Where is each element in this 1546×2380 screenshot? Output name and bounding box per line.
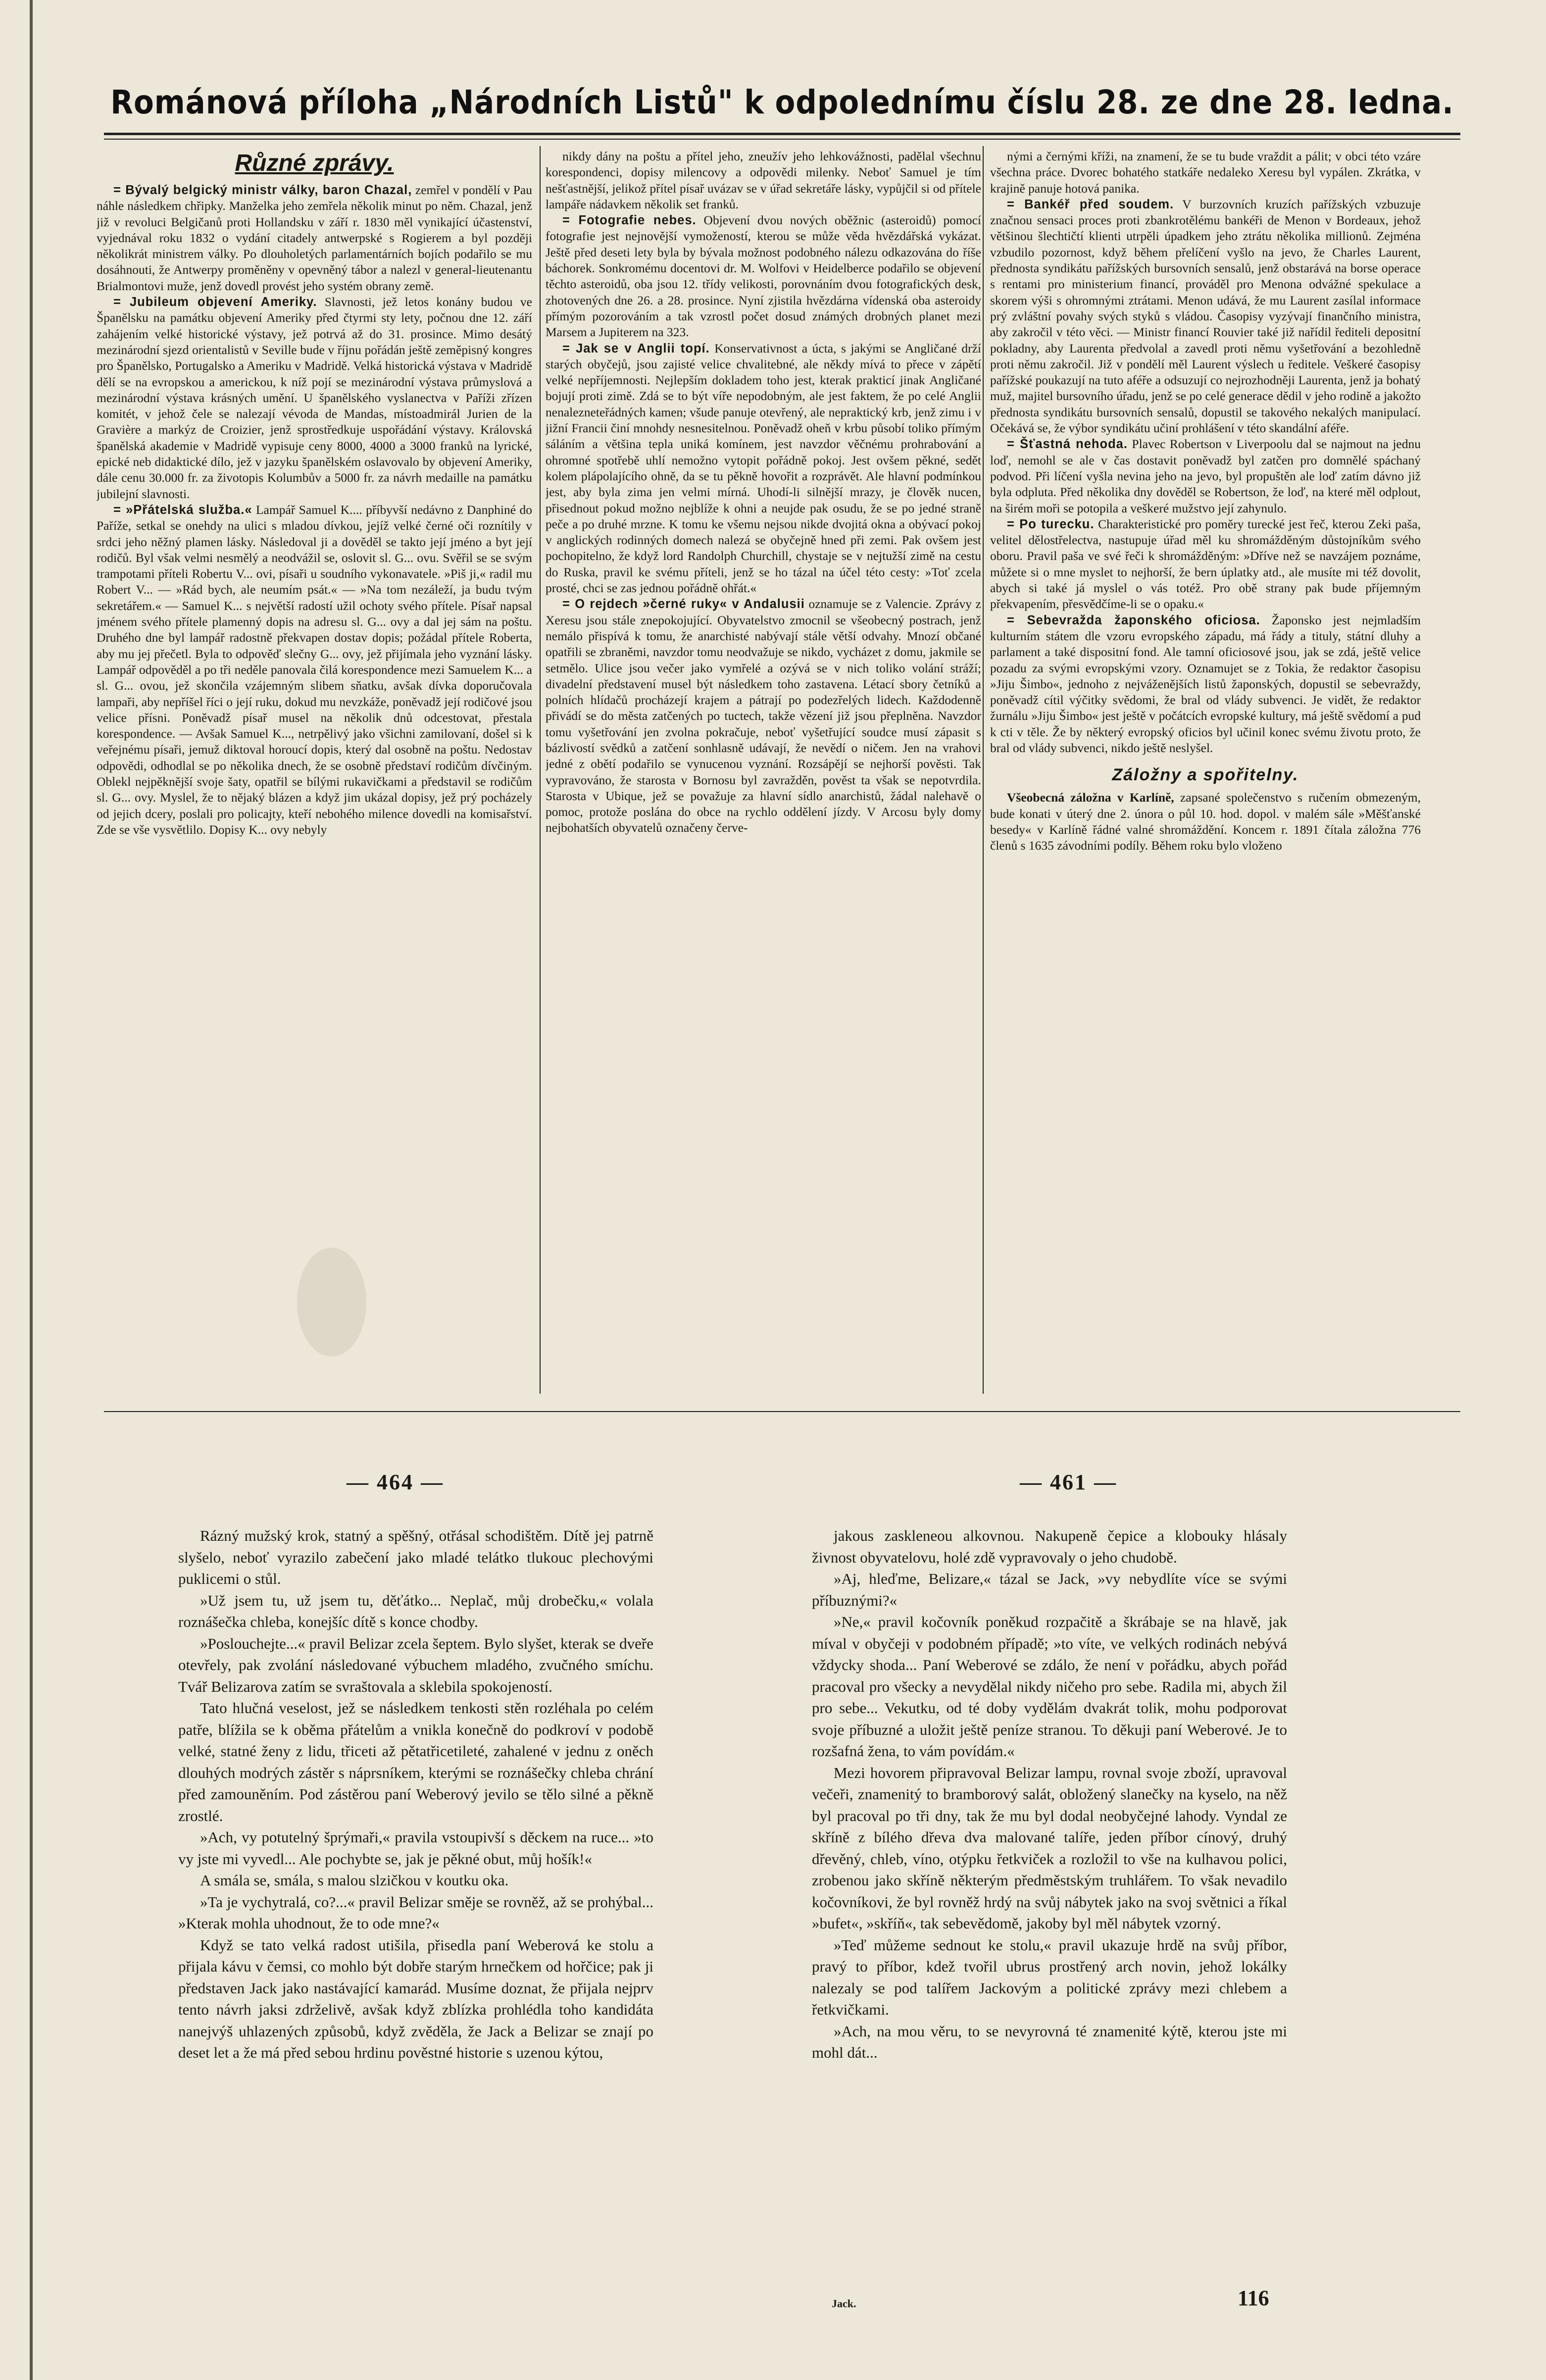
article-text: Objevení dvou nových oběžnic (asteroidů) pomocí fotografie jest nejnovější vymožeností, kterou se může věda hvězdářská vykázat. Ještě před deseti lety byla by bývala možnost podobného nálezu odkazována do říše báchorek. Sonkromému docentovi dr. M. Wolfovi v Heidelberce podařilo se objevení těchto asteroidů, oba jsou 12. třídy velikosti, porovnáním dvou fotografických desk, zhotovených dne 26. a 28. prosince. Nyní zjistila hvězdárna vídenská oba asteroidy přímým pozorováním a tak vzrostl počet dosud známých drobných planet mezi Marsem a Jupiterem na 323. bbox=[546, 213, 981, 340]
novel-paragraph: Když se tato velká radost utišila, přisedla paní Weberová ke stolu a přijala kávu v čemsi, co mohlo být dobře starým hrnečkem od hořčice; pak ji představen Jack jako nastávající kamarád. Musíme doznat, že přijala nejprv tento návrh jaksi zdrželivě, avšak když zblízka prohlédla toho kandidáta nanejvýš uhlazených způsobů, když zvěděla, že Jack a Belizar se znají po deset let a že má před sebou hrdinu pověstné historie s uzenou kýtou, bbox=[178, 1936, 653, 2061]
article-paragraph bbox=[990, 436, 1421, 516]
article-text: nými a černými kříži, na znamení, že se tu bude vraždit a pálit; v obci této vzáre všechna práce. Dvorec bohatého statkáře nedaleko Xeresu byl vypálen. Zkrátka, v krajině panuje hotová panika. bbox=[990, 149, 1421, 196]
article-text: Žaponsko jest nejmladším kulturním státem dle vzoru evropského západu, má řády a tituly, státní dluhy a parlament a také dispositní fond. Ale tamní oficiosové jsou, jak se zdá, ještě velice pozadu za svými evropskými vzory. Oznamujet se z Tokia, že redaktor časopisu »Jiju Šimbo«, jednoho z nejváženějších listů žaponských, dopustil se sebevraždy, poněvadž cítil výčitky svědomi, že bral od vlády subvenci. Je vidět, že redaktor žurnálu »Jiju Šimbo« jest ještě v počátcích evropské kultury, má ještě svědomí a pud k cti v těle. Že by některý evropský oficios byl učinil konec svému životu proto, že bral od vlády subvenci, nikdo ještě neslyšel. bbox=[990, 612, 1421, 755]
sub-article bbox=[990, 790, 1421, 854]
article-text: zemřel v pondělí v Pau náhle následkem chřipky. Manželka jeho zemřela několik minut po něm. Chazal, jenž již v revoluci Belgičanů proti Hollandsku v září r. 1830 měl vynikající účastenství, vyjednával roku 1832 o vydání citadely antwerpské s Rogierem a byl později několikrát ministrem války. Po dlouholetých parlamentárních bojích podařilo se mu dosáhnouti, že Antwerpy proměněny v opevněný tábor a nalezl v general-lieutenantu Brialmontovi muže, jenž dovedl provést jeho systém obrany země. bbox=[97, 183, 532, 293]
novel-paragraph: »Teď můžeme sednout ke stolu,« pravil ukazuje hrdě na svůj příbor, pravý to příbor, kdež tvořil ubrus prostřený arch novin, jehož lokálky nalezaly se pod talířem Jackovým a politické zprávy mezi chlebem a řetkvičkami. bbox=[812, 1936, 1287, 2018]
novel-paragraph: »Ta je vychytralá, co?...« pravil Belizar směje se rovněž, až se prohýbal... »Kterak mohla uhodnout, že to ode mne?« bbox=[178, 1893, 653, 1932]
article-paragraph bbox=[990, 612, 1421, 757]
novel-paragraph: »Ach, vy potutelný šprýmaři,« pravila vstoupivší s děckem na ruce... »to vy jste mi vyvedl... Ale pochybte se, jak je pěkné obut, můj hošík!« bbox=[178, 1828, 653, 1868]
article-text: Charakteristické pro poměry turecké jest řeč, kterou Zeki paša, velitel dělostřelectva, nastupuje úřad měl ku shromážděným důstojníkům svého oboru. Pravil paša ve své řeči k shromážděným: »Dříve než se navzájem poznáme, můžete si o mne myslet to nejhorší, že bern úplatky atd., ale musíte mi též dovolit, abych si také já myslel o vás totéž. Pro obě strany pak bude příjemným překvapením, přesvědčíme-li se o opaku.« bbox=[990, 516, 1421, 611]
column-divider bbox=[540, 146, 541, 1394]
novel-column-right bbox=[812, 1525, 1287, 2287]
article-lead: = »Přátelská služba.« bbox=[113, 503, 252, 517]
middle-column-body bbox=[546, 149, 981, 836]
article-lead: = O rejdech »černé ruky« v Andalusii bbox=[562, 597, 805, 611]
article-paragraph bbox=[990, 149, 1421, 197]
sub-article-text: zapsané společenstvo s ručením obmezeným, bude konati v úterý dne 2. února o půl 10. hod. dopol. v malém sále »Měšťanské besedy« v Karlíně řádné valné shromáždění. Koncem r. 1891 čítala záložna 776 členů s 1635 závodními podíly. Během roku bylo vloženo bbox=[990, 790, 1421, 853]
header-rule bbox=[104, 133, 1460, 135]
article-paragraph bbox=[546, 596, 981, 836]
column-left bbox=[97, 149, 532, 1396]
novel-left-body bbox=[178, 1525, 653, 2064]
article-text: V burzovních kruzích pařížských vzbuzuje značnou sensaci proces proti zbankrotělému bankéři de Menon v Bordeaux, jehož většinou šlechtičtí klienti utrpěli úpadkem jeho ztrátu několika millionů. Zejména vzbudilo pozornost, když během přelíčení vyšlo na jevo, že Charles Laurent, přednosta syndikátu pařížských bursovních sensalů, jenž obstarává na borse operace s rentami pro ministerium financí, prováděl pro Menona odvážné spekulace a skorem výši s ohromnými ztrátami. Menon udává, že mu Laurent zasílal informace prý zvláštní povahy svých styků s vládou. Časopisy vyzývají finančního ministra, aby zakročil v této věci. — Ministr financí Rouvier také již nařídil řediteli depositní pokladny, aby Laurenta předvolal a zavedl proti němu vyšetřování a bezohledně proti němu zakročil. Již v pondělí měl Laurent výslech u ředitele. Veškeré časopisy pařížské poukazují na tuto aféře a odsuzují co nejrozhodněji Laurenta, jenž ja bohatý muž, majitel bursovního úřadu, jenž se po celé generace dědil v jeho rodině a jakožto přednosta syndikátu bursovních sensalů, dopustil se takového nekalých manipulací. Očekává se, že výbor syndikátu učiní prohlášení v této skandální aféře. bbox=[990, 197, 1421, 436]
article-lead: = Jak se v Anglii topí. bbox=[562, 341, 710, 355]
novel-paragraph: »Už jsem tu, už jsem tu, děťátko... Neplač, můj drobečku,« volala roznášečka chleba, konejšíc dítě s konce chodby. bbox=[178, 1591, 653, 1630]
novel-paragraph: jakous zaskleneou alkovnou. Nakupeně čepice a klobouky hlásaly živnost obyvatelovu, holé zdě vypravovaly o jeho chudobě. bbox=[812, 1527, 1287, 1566]
page-header: Románová příloha „Národních Listů" k odpolednímu číslu 28. ze dne 28. ledna. bbox=[110, 83, 1454, 121]
novel-paragraph: A smála se, smála, s malou slzičkou v koutku oka. bbox=[200, 1872, 509, 1889]
article-paragraph bbox=[546, 212, 981, 340]
novel-right-body bbox=[812, 1525, 1287, 2064]
novel-paragraph: »Ne,« pravil kočovník poněkud rozpačitě a škrábaje se na hlavě, jak míval v obyčeji v podobném případě; »to víte, ve velkých rodinách nebývá vždycky shoda... Paní Weberové se zdálo, že není v pořádku, abych pořád pracoval pro všecky a nevydělal nikdy ničeho pro sebe. Radila mi, abych žil pro sebe... Vekutku, od té doby vydělám dvakrát tolik, mohu podporovat svoje příbuzné a uložit ještě peníze stranou. To děkuji paní Weberové. Je to rozšafná žena, to vám povídám.« bbox=[812, 1613, 1287, 1760]
article-lead: = Fotografie nebes. bbox=[562, 213, 697, 228]
column-middle bbox=[546, 149, 981, 1396]
article-lead: = Po turecku. bbox=[1007, 517, 1095, 531]
article-text: oznamuje se z Valencie. Zprávy z Xeresu jsou stále znepokojující. Obyvatelstvo zmocnil se všeobecný postrach, jenž nemálo přispívá k tomu, že anarchisté nabývají stále větší odvahy. Mnozí občané opatřili se zbraněmi, navzdor tomu neodvažuje se nikdo, vycházet z domu, jakmile se setmělo. Ulice jsou večer jako vymřelé a ozývá se v nich toliko volání stráží; divadelní představení musel být následkem toho zastavena. Létací sbory četníků a polních hlídačů procházejí krajem a pátrají po podezřelých lidech. Každodenně přivádí se do města zatčených po tuctech, takže vězení již jsou přeplněna. Navzdor tomu vyšetřování jen zvolna pokračuje, neboť vyšetřující soudce musí zápasit s bázlivostí svědků a zatčení sonhlasně udávají, že nevědí o ničem. Jen na vrahovi jedné z obětí podařilo se vynucenou vyznání. Rozsápějí se nejhorší pověsti. Tak vypravováno, že starosta v Bornosu byl zavražděn, pověst ta však se nepotvrdila. Starosta v Ubique, jež se považuje za hlavní sídlo anarchistů, žádal nalehavě o pomoc, protože poslána do obce na rychlo oddělení jízdy. V Arcosu byly domy nejbohatších obyvatelů označeny červe- bbox=[546, 597, 981, 835]
column-divider bbox=[983, 146, 984, 1394]
article-text: Lampář Samuel K.... příbyvší nedávno z Danphiné do Paříže, setkal se onehdy na ulici s mladou dívkou, jejíž velké černé oči roznítily v srdci jeho něžný plamen lásky. Následoval ji a dověděl se takto její jméno a byt její rodičů. Byl však velmi nesmělý a neodvážil se, oslovit sl. G... ovu. Svěřil se se svým trampotami příteli Robertu V... ovi, písaři u soudního vykonavatele. »Piš ji,« radil mu Robert V... — »Rád bych, ale neumím psát.« — »Na tom nezáleží, ja budu tvým sekretářem.« — Samuel K... s největší radostí užil ochoty svého přítele. Písař napsal jménem svého přítele plamenný dopis na adresu sl. G... ovy a dal jej sám na poštu. Druhého dne byl lampář radostně překvapen dostav dopis; požádal přítele Roberta, aby mu jej přečetl. Byla to odpověď slečny G... ovy, jež přijímala jeho vyznání lásky. Lampář odpověděl a po tři neděle panovala čilá korespondence mezi Samuelem K... a sl. G... ovou, jež skončila vzájemným slibem sňatku, avšak dívka doporučovala lampaři, aby nepříšel říci o její ruku, dokud mu nevzkáže, poněvadž její rodičové jsou velice přísni. Poněvadž písař musel na několik dnů odcestovat, přestala korespondence. — Avšak Samuel K..., netrpělivý jako všichni zamilovaní, došel si k veřejnému písaři, jemuž diktoval horoucí dopis, který dal osobně na poštu. Nedostav odpovědi, odhodlal se po několika dnech, že se osobně představí rodičům dívčiným. Oblekl nejpěknější svoje šaty, opatřil se bílými rukavičkami a představil se rodičům sl. G... ovy. Myslel, že to nějaký blázen a když jim ukázal dopisy, jež prý pocházely od jejich dcery, poslali pro policajty, kteří nebohého milence dovedli na komisařství. Zde se vše vysvětlilo. Dopisy K... ovy nebyly bbox=[97, 502, 532, 837]
article-paragraph bbox=[97, 294, 532, 502]
article-text: Plavec Robertson v Liverpoolu dal se najmout na jednu loď, nemohl se ale v čas dostavit poněvadž byl zatčen pro domnělé spáchaný podvod. Při líčení vyšla nevina jeho na jevo, byl propuštěn ale loď zatím dávno již byla odpluta. Před několika dny dověděl se Robertson, že loď, na které měl odplout, na širém moři se potopila a veškeré mužstvo její zahynulo. bbox=[990, 437, 1421, 515]
header-rule-thin bbox=[104, 139, 1460, 140]
article-paragraph bbox=[990, 516, 1421, 612]
article-lead: = Jubileum objevení Ameriky. bbox=[113, 295, 317, 309]
article-paragraph bbox=[990, 197, 1421, 436]
article-paragraph bbox=[97, 502, 532, 838]
novel-paragraph: »Ach, na mou věru, to se nevyrovná té znamenité kýtě, kterou jste mi mohl dát... bbox=[812, 2022, 1287, 2061]
article-paragraph bbox=[546, 341, 981, 597]
novel-paragraph: »Poslouchejte...« pravil Belizar zcela šeptem. Bylo slyšet, kterak se dveře otevřely, pak zvolání následované výbuchem mladého, zvučného smíchu. Tvář Belizarova zatím se svraštovala a sklebila spokojeností. bbox=[178, 1634, 653, 1695]
section-heading: Různé zprávy. bbox=[235, 150, 394, 176]
page-edge bbox=[30, 0, 33, 2380]
left-column-body bbox=[97, 182, 532, 838]
section-separator bbox=[104, 1411, 1460, 1412]
novel-paragraph: »Aj, hleďme, Belizare,« tázal se Jack, »vy nebydlíte více se svými příbuznými?« bbox=[812, 1570, 1287, 1609]
article-paragraph bbox=[546, 149, 981, 212]
article-lead: = Šťastná nehoda. bbox=[1007, 437, 1128, 452]
novel-paragraph: Rázný mužský krok, statný a spěšný, otřásal schodištěm. Dítě jej patrně slyšelo, neboť vyrazilo zabečení jako mladé telátko tlukouc plechovými puklicemi o stůl. bbox=[178, 1527, 653, 1587]
page-number-left: — 464 — bbox=[347, 1470, 444, 1494]
page-number-right: — 461 — bbox=[1020, 1470, 1117, 1494]
signature-mark: Jack. bbox=[832, 2297, 856, 2310]
paper-stain bbox=[297, 1248, 366, 1357]
novel-paragraph: Mezi hovorem připravoval Belizar lampu, rovnal svoje zboží, upravoval večeři, znamenitý to bramborový salát, obložený slanečky na kyselo, na něž byl pracoval po tři dny, tak že mu byl dodal neobyčejné lahody. Vyndal ze skříně z bílého dřeva dva malované talíře, jeden příbor cínový, druhý dřevěný, chleb, víno, otýpku řetkviček a rozložil to vše na kulhavou polici, zrobenou jako skříně některým předměstským truhlářem. To však nevadilo kočovníkovi, že byl rovněž hrdý na svůj nábytek jako na svoj světnici a říkal »bufet«, »skříň«, tak sebevědomě, jakoby byl měl nábytek vzorný. bbox=[812, 1764, 1287, 1932]
sub-article-lead: Všeobecná záložna v Karlíně, bbox=[1007, 790, 1174, 805]
article-lead: = Bankéř před soudem. bbox=[1007, 197, 1174, 211]
article-lead: = Sebevražda žaponského oficiosa. bbox=[1007, 613, 1260, 627]
article-text: Konservativnost a úcta, s jakými se Angličané drží starých obyčejů, jsou zajisté velice chvalitebné, ale někdy mívá to přece v zápětí velké nepříjemnosti. Nejlepším dokladem toho jest, kterak prakticí jinak Angličané bojují proti zimě. Zdá se to být víře nepodobným, ale jest faktem, že po celé Anglii nenalezneteřádných kamen; všude panuje otevřený, ale nepraktický krb, jenž zimu i v jižní Francii činí mnohdy nesnesitelnou. Poněvadž oheň v krbu působí toliko přímým sáláním a většina tepla uniká komínem, jest navzdor věčnému prohrabování a ohromné spotřebě uhlí nemožno vytopit pořádně pokoj. Jest ovšem pěkné, sedět kolem plápolajícího ohně, da se tu pěkně hovořit a rozprávět. Ale hlavní podmínkou jest, aby byla zima jen velmi mírná. Uhodí-li silnější mrazy, je člověk nucen, přisednout pokud možno nejblíže k ohni a neujde pak osudu, že se po jedné straně peče a po druhé mrzne. K tomu ke všemu nejsou nikde dvojitá okna a obývací pokoj v anglických rodinných domech nalezá se obyčejně hned při zemi. Pak ovšem jest pochopitelno, že když lord Randolph Churchill, chystaje se v nejtužší zimě na cestu do Ruska, pravil ke svému příteli, jenž se ho tázal na účel této cesty: »Toť zcela prosté, chci se zas jednou pořádně ohřát.« bbox=[546, 341, 981, 596]
article-lead: = Bývalý belgický ministr války, baron Chazal, bbox=[113, 183, 412, 197]
sub-heading: Záložny a spořitelny. bbox=[1112, 765, 1299, 785]
novel-column-left bbox=[178, 1525, 653, 2287]
article-text: nikdy dány na poštu a přítel jeho, zneužív jeho lehkovážnosti, padělal všechnu korespondenci, dopisy milencovy a odpovědi milenky. Neboť Samuel je tím nešťastnější, jelikož přítel písař uvázav se v úřad sekretáře lásky, vypůjčil si od přítele lampáře nádavkem několik set franků. bbox=[546, 149, 981, 211]
right-column-body bbox=[990, 149, 1421, 756]
novel-paragraph: Tato hlučná veselost, jež se následkem tenkosti stěn rozléhala po celém patře, blížila se k oběma přátelům a vnikla konečně do podkroví v podobě velké, statné ženy z lidu, třiceti až pětatřicetileté, zahalené v jednu z oněch dlouhých modrých zástěr s náprsníkem, kterými se roznášečky chleba chrání před zamouněním. Pod zástěrou paní Weberový jevilo se tělo silné a pěkně zrostlé. bbox=[178, 1699, 653, 1824]
article-text: Slavnosti, jež letos konány budou ve Španělsku na památku objevení Ameriky před čtyrmi sty lety, počnou dne 12. září zahájením velké historické výstavy, jež potrvá až do 31. prosince. Mimo desátý mezinárodní sjezd orientalistů v Seville bude v říjnu pořádán ještě zeměpisný kongres pro Španělsko, Portugalsko a Ameriku v Madridě. Velká historická výstava v Madridě dělí se na evropskou a americkou, k níž pojí se mezinárodní výstava průmyslová a mezinárodní výstava krásných umění. U španělského vyslanectva v Paříži zřízen komitét, v jehož čele se nalezají vévoda de Mandas, místoadmirál Jurien de la Gravière a markýz de Croizier, jenž sprostředkuje uspořádání výstavy. Královská španělská akademie v Madridě vypisuje ceny 8000, 4000 a 3000 franků na lyrické, epické neb didaktické dílo, jež v jazyku španělském oslavovalo by objevení Ameriky, dále cenu 30.000 fr. za životopis Kolumbův a 5000 fr. za návrh medaille na památku jubilejní slavnosti. bbox=[97, 295, 532, 501]
article-paragraph bbox=[97, 182, 532, 294]
column-right bbox=[990, 149, 1421, 1396]
folio-number: 116 bbox=[1238, 2286, 1269, 2310]
